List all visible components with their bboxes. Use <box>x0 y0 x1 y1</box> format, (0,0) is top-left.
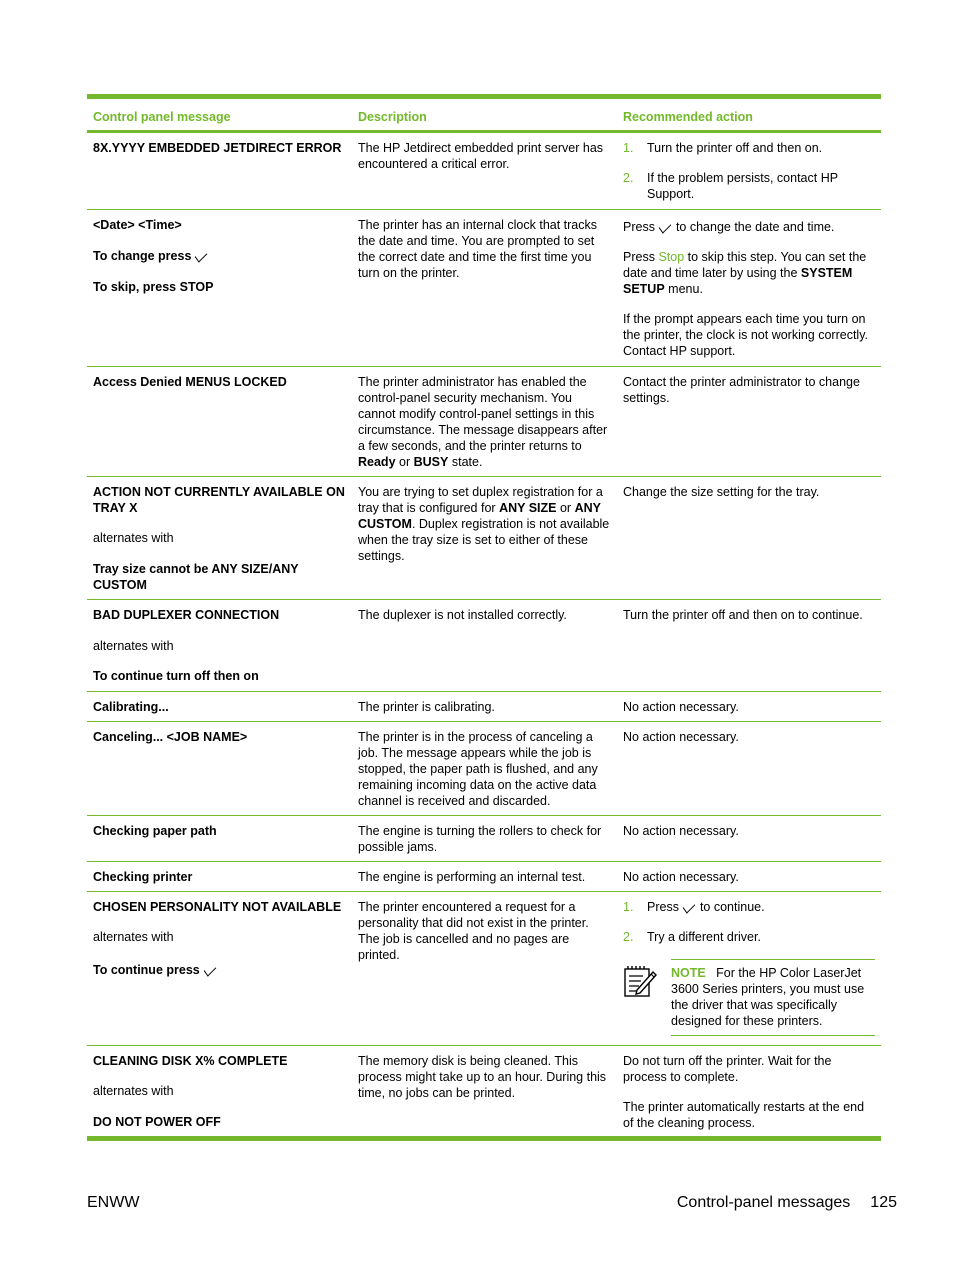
message-line: alternates with <box>93 531 174 545</box>
table-row <box>87 721 881 815</box>
message-line: alternates with <box>93 930 174 944</box>
step-number: 1. <box>623 141 634 155</box>
message-line: BAD DUPLEXER CONNECTION <box>93 608 280 622</box>
step-text: Turn the printer off and then on. <box>647 141 823 155</box>
checkmark-icon <box>203 962 216 976</box>
table-row <box>87 130 881 209</box>
checkmark-icon <box>659 219 672 233</box>
step-text-part: to continue. <box>699 900 765 914</box>
footer-doc-code: ENWW <box>87 1194 140 1211</box>
table-row <box>87 1045 881 1136</box>
table-row <box>87 691 881 721</box>
description-cell: The duplexer is not installed correctly. <box>358 608 567 622</box>
page-number: 125 <box>870 1194 897 1211</box>
message-line: Tray size cannot be ANY SIZE/ANY CUSTOM <box>93 562 299 592</box>
footer-page-info <box>677 1194 897 1212</box>
message-line: <Date> <Time> <box>93 218 182 232</box>
table-row <box>87 861 881 891</box>
description-text: You are trying to set duplex registration for a tray that is configured for <box>358 485 603 515</box>
message-line <box>93 962 346 978</box>
note-text: For the HP Color LaserJet 3600 Series printers, you must use the driver that was specifically designed for these printers. <box>671 966 865 1028</box>
message-cell <box>87 210 352 366</box>
description-cell: The engine is turning the rollers to check for possible jams. <box>358 824 602 854</box>
message-line <box>93 248 346 264</box>
message-cell <box>87 477 352 599</box>
size-name: ANY SIZE <box>499 501 557 515</box>
step-number: 2. <box>623 171 634 185</box>
table-header <box>87 99 881 130</box>
message-cell <box>87 892 352 1045</box>
action-text: to change the date and time. <box>675 220 835 234</box>
message-line: To continue turn off then on <box>93 669 259 683</box>
message-line: ACTION NOT CURRENTLY AVAILABLE ON TRAY X <box>93 485 345 515</box>
message-cell <box>87 1046 352 1136</box>
action-steps <box>623 899 875 945</box>
message-line: alternates with <box>93 639 174 653</box>
step-text <box>647 899 765 915</box>
header-recommended-action: Recommended action <box>623 110 753 124</box>
step-number: 2. <box>623 930 634 944</box>
message-cell: Checking printer <box>93 870 193 884</box>
size-name: ANY CUSTOM <box>358 501 601 531</box>
note-box <box>623 959 875 1036</box>
description-text: . Duplex registration is not available when the tray size is set to either of these settings. <box>358 517 610 563</box>
list-item <box>623 899 875 915</box>
messages-table <box>87 94 881 1141</box>
step-text: If the problem persists, contact HP Support. <box>647 171 838 201</box>
action-cell: Turn the printer off and then on to continue. <box>623 608 863 622</box>
table-row <box>87 366 881 476</box>
note-label: NOTE <box>671 966 706 980</box>
header-description: Description <box>358 110 427 124</box>
action-cell: No action necessary. <box>623 870 739 884</box>
action-cell: No action necessary. <box>623 824 739 838</box>
action-text: Press <box>623 220 655 234</box>
description-text: state. <box>451 455 483 469</box>
description-cell <box>352 477 617 599</box>
action-paragraph: If the prompt appears each time you turn on the printer, the clock is not working correctly. Contact HP support. <box>623 312 869 358</box>
action-paragraph <box>623 249 875 297</box>
action-paragraph: The printer automatically restarts at the end of the cleaning process. <box>623 1100 865 1130</box>
description-cell: The printer is calibrating. <box>358 700 495 714</box>
note-icon <box>623 959 671 1036</box>
description-text: The printer administrator has enabled the control-panel security mechanism. You cannot modify control-panel settings in this circumstance. The message disappears after a few seconds, and the printer returns to <box>358 375 608 453</box>
message-line: DO NOT POWER OFF <box>93 1115 221 1129</box>
action-text: menu. <box>668 282 703 296</box>
table-row <box>87 476 881 599</box>
description-cell: The printer is in the process of canceling a job. The message appears while the job is stopped, the paper path is flushed, and any remaining incoming data on the active data channel is received and discarded. <box>358 730 598 808</box>
description-text: or <box>559 501 572 515</box>
table-row <box>87 891 881 1045</box>
description-text: or <box>399 455 411 469</box>
message-cell: Canceling... <JOB NAME> <box>93 730 248 744</box>
description-cell: The memory disk is being cleaned. This process might take up to an hour. During this time, no jobs can be printed. <box>358 1054 607 1100</box>
step-text: Try a different driver. <box>647 930 761 944</box>
action-cell: Contact the printer administrator to change settings. <box>623 375 860 405</box>
action-text: to skip this step. You can set the date and time later by using the <box>623 250 867 280</box>
action-cell <box>617 210 881 366</box>
table-row <box>87 815 881 861</box>
message-text: To change press <box>93 249 192 263</box>
message-line: CLEANING DISK X% COMPLETE <box>93 1054 288 1068</box>
list-item <box>623 929 875 945</box>
menu-name: SYSTEM SETUP <box>623 266 853 296</box>
note-body <box>671 959 875 1036</box>
description-cell: The printer has an internal clock that tracks the date and time. You are prompted to set the correct date and time the first time you turn on the printer. <box>358 218 598 280</box>
message-text: To continue press <box>93 963 200 977</box>
action-cell <box>617 892 881 1045</box>
footer-section-title: Control-panel messages <box>676 1194 851 1211</box>
description-cell <box>352 367 617 476</box>
table-row <box>87 599 881 691</box>
step-text-part: Press <box>647 900 679 914</box>
action-cell <box>617 133 881 209</box>
state-name: Ready <box>358 455 396 469</box>
state-name: BUSY <box>413 455 449 469</box>
list-item <box>623 140 875 156</box>
description-cell: The HP Jetdirect embedded print server has encountered a critical error. <box>358 141 604 171</box>
action-paragraph <box>623 219 875 235</box>
step-number: 1. <box>623 900 634 914</box>
list-item <box>623 170 875 202</box>
message-cell: 8X.YYYY EMBEDDED JETDIRECT ERROR <box>93 141 342 155</box>
description-cell: The engine is performing an internal test. <box>358 870 586 884</box>
action-paragraph: Do not turn off the printer. Wait for the process to complete. <box>623 1054 832 1084</box>
action-text: Press <box>623 250 655 264</box>
header-control-panel-message: Control panel message <box>93 110 231 124</box>
message-line: alternates with <box>93 1084 174 1098</box>
message-line: CHOSEN PERSONALITY NOT AVAILABLE <box>93 900 342 914</box>
message-cell <box>87 600 352 691</box>
checkmark-icon <box>195 248 208 262</box>
action-cell <box>617 1046 881 1136</box>
action-steps <box>623 140 875 202</box>
table-row <box>87 209 881 366</box>
message-line: To skip, press STOP <box>93 280 214 294</box>
message-cell: Calibrating... <box>93 700 169 714</box>
checkmark-icon <box>683 899 696 913</box>
message-cell: Access Denied MENUS LOCKED <box>93 375 287 389</box>
action-cell: No action necessary. <box>623 730 739 744</box>
message-cell: Checking paper path <box>93 824 217 838</box>
description-cell: The printer encountered a request for a personality that did not exist in the printer. The job is cancelled and no pages are printed. <box>358 900 589 962</box>
stop-key-label: Stop <box>658 250 685 264</box>
action-cell: Change the size setting for the tray. <box>623 485 820 499</box>
action-cell: No action necessary. <box>623 700 739 714</box>
